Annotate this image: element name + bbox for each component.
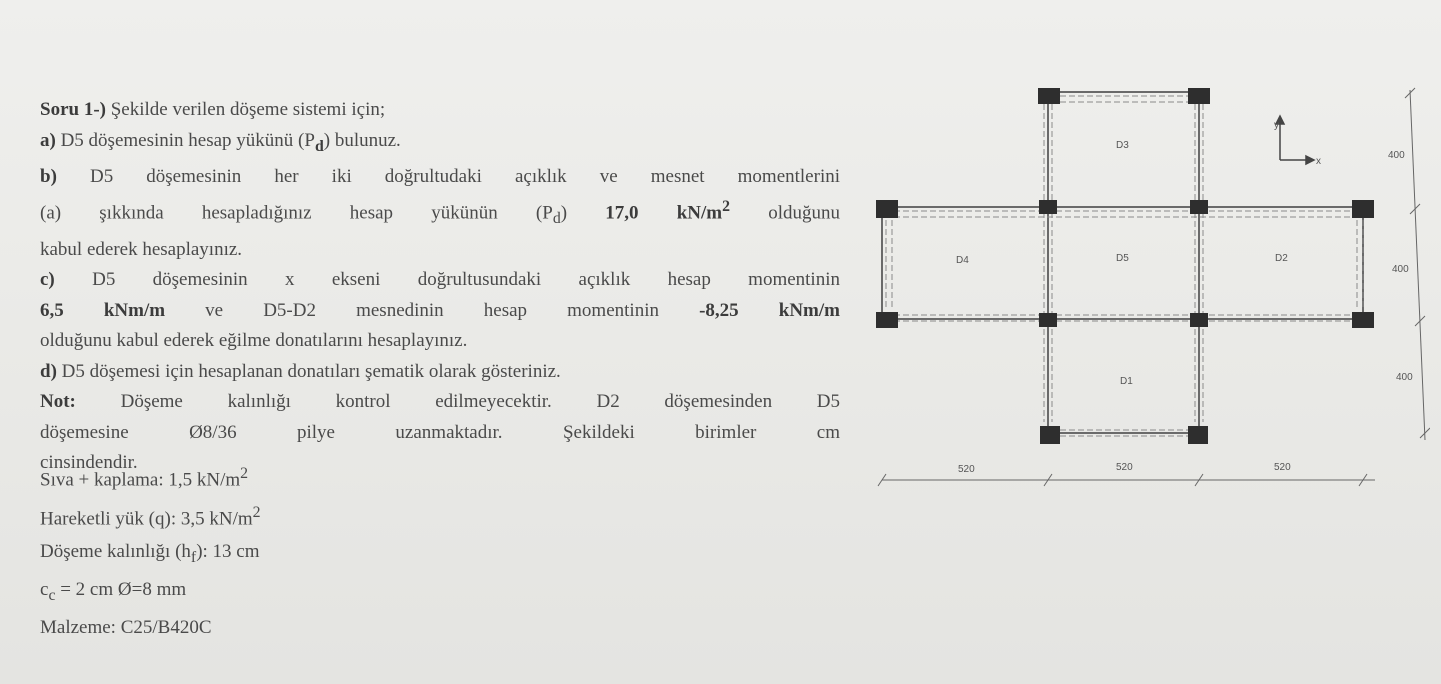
param-cover-sub: c [48, 586, 56, 604]
param-kalinlik [40, 536, 261, 574]
slab-plan-diagram [870, 80, 1430, 510]
part-a-text: D5 döşemesinin hesap yükünü (P [60, 129, 315, 151]
part-b-text1: D5 döşemesinin her iki doğrultudaki açıklık ve mesnet momentlerini [89, 165, 841, 187]
part-c-value1: 6,5 kNm/m [40, 299, 166, 321]
part-a-label: a) [40, 129, 56, 151]
dim-520-1: 520 [958, 464, 975, 475]
note-line2: döşemesine Ø8/36 pilye uzanmaktadır. Şekildeki birimler cm [40, 421, 840, 443]
slab-label-d1: D1 [1120, 376, 1133, 387]
part-d [40, 357, 840, 388]
dim-520-2: 520 [1116, 462, 1133, 473]
note-line1 [40, 387, 840, 418]
dim-400-3: 400 [1396, 372, 1413, 383]
part-a-sub: d [314, 137, 324, 155]
dim-400-1: 400 [1388, 150, 1405, 161]
column [1039, 313, 1057, 327]
param-hareketli [40, 497, 261, 536]
dim-520-3: 520 [1274, 462, 1291, 473]
param-hareketli-sup: 2 [252, 503, 261, 521]
param-siva-sup: 2 [240, 465, 249, 482]
part-c-mid: ve D5-D2 mesnedinin hesap momentinin [165, 299, 700, 321]
part-b-line1 [40, 162, 840, 193]
note-text1: Döşeme kalınlığı kontrol edilmeyecektir. D2 döşemesinden D5 [120, 391, 841, 413]
part-b-line2 [40, 192, 840, 235]
part-b-value: 17,0 kN/m [605, 202, 723, 224]
note-label: Not: [40, 391, 76, 413]
part-c-text1: D5 döşemesinin x ekseni doğrultusundaki açıklık hesap momentinin [92, 269, 840, 291]
axis-y-label: y [1274, 120, 1279, 131]
param-cover-end: = 2 cm Ø=8 mm [55, 578, 187, 600]
column [1190, 200, 1208, 214]
slab-label-d3: D3 [1116, 140, 1129, 151]
part-c-line1 [40, 265, 840, 296]
column [1038, 88, 1060, 104]
question-heading [40, 95, 840, 126]
param-kalinlik-end: ): 13 cm [196, 540, 260, 562]
column [876, 312, 898, 328]
param-siva [40, 458, 261, 497]
question-title: Soru 1-) [40, 99, 106, 120]
part-b-end: olduğunu [730, 202, 841, 224]
column [1040, 426, 1060, 444]
slab-label-d2: D2 [1275, 253, 1288, 264]
column [1352, 312, 1374, 328]
note-line3: cinsindendir. [40, 452, 138, 474]
slab-label-d4: D4 [956, 255, 969, 266]
column [1352, 200, 1374, 218]
part-c-value2: -8,25 kNm/m [699, 299, 840, 321]
bottom-dimension-line [878, 474, 1375, 486]
part-b-sub: d [552, 210, 561, 228]
column [1190, 313, 1208, 327]
part-b-sup: 2 [722, 198, 731, 216]
right-dimension-line [1405, 88, 1430, 440]
param-kalinlik-sub: f [190, 548, 197, 566]
part-c-line2 [40, 296, 840, 327]
dim-400-2: 400 [1392, 264, 1409, 275]
part-b-label: b) [40, 165, 57, 187]
column [876, 200, 898, 218]
param-kalinlik-pre: Döşeme kalınlığı (h [40, 540, 191, 562]
axis-icon [1276, 116, 1314, 164]
param-cover-pre: c [40, 578, 49, 600]
part-b-text2: (a) şıkkında hesapladığınız hesap yükünün (P [40, 202, 553, 224]
question-intro: Şekilde verilen döşeme sistemi için; [110, 99, 386, 120]
slab-label-d5: D5 [1116, 253, 1129, 264]
part-d-label: d) [40, 360, 57, 382]
part-c-label: c) [40, 269, 55, 291]
part-b-mid: ) [560, 202, 606, 224]
part-d-text: D5 döşemesi için hesaplanan donatıları şematik olarak gösteriniz. [61, 360, 561, 382]
part-a [40, 126, 840, 162]
part-b-line3: kabul ederek hesaplayınız. [40, 238, 243, 260]
column [1039, 200, 1057, 214]
part-a-end: ) bulunuz. [323, 129, 401, 151]
problem-statement [40, 95, 840, 479]
param-malzeme: Malzeme: C25/B420C [40, 617, 212, 639]
axis-x-label: x [1316, 156, 1321, 167]
column [1188, 88, 1210, 104]
part-c-line3: olduğunu kabul ederek eğilme donatılarını hesaplayınız. [40, 330, 468, 352]
param-cover [40, 574, 261, 612]
parameters-list [40, 458, 261, 645]
param-siva-text: Sıva + kaplama: 1,5 kN/m [40, 469, 241, 491]
column [1188, 426, 1208, 444]
param-hareketli-text: Hareketli yük (q): 3,5 kN/m [40, 508, 253, 530]
